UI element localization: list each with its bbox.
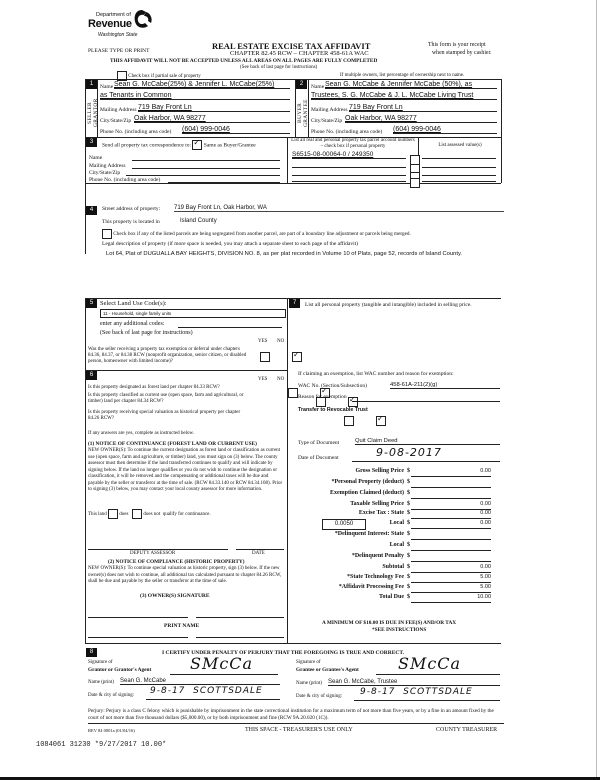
if-yes-note: If any answers are yes, complete as instructed below. (88, 431, 195, 436)
subtotal-row: Subtotal $ 0.00 (290, 564, 500, 574)
delinquent-interest-local-row: Local $ (290, 542, 500, 552)
doc-date-field[interactable]: 9-08-2017 (376, 446, 442, 459)
yes-header: YES (258, 339, 268, 344)
assessed-value-field[interactable] (422, 151, 496, 159)
exemption-claimed-field[interactable] (411, 490, 491, 499)
grantee-name-field[interactable]: Sean G. McCabe, Trustee (328, 679, 500, 686)
grantor-sig-label-1: Signature of (88, 660, 113, 665)
located-label: This property is located in (102, 219, 160, 225)
does-qualify-checkbox[interactable] (108, 509, 118, 519)
grantor-name-field[interactable]: Sean G. McCabe (120, 678, 280, 685)
wac-field[interactable]: 458-61A-211(2)(g) (390, 382, 500, 389)
parcel-row-2 (292, 160, 498, 168)
section-8-tag: 8 (86, 648, 97, 657)
doc-type-label: Type of Document (298, 440, 340, 446)
buyer-name-field-2[interactable]: Trustees, S. G. McCabe & J. L. McCabe Living Trust (311, 92, 497, 100)
treasurer-use-label: THIS SPACE - TREASURER'S USE ONLY (245, 727, 353, 733)
state-technology-fee-row: *State Technology Fee $ 5.00 (290, 574, 500, 584)
does-not-qualify-checkbox[interactable] (132, 509, 142, 519)
grantee-sig-label-2: Grantee or Grantee's Agent (296, 667, 359, 673)
parcel-number-field[interactable]: S6515-08-00064-0 / 249350 (292, 151, 406, 159)
grantor-date-field[interactable]: 9-8-17 SCOTTSDALE (150, 686, 263, 696)
local-rate-field[interactable]: 0.0050 (322, 519, 366, 530)
corr-city-label: City/State/Zip (89, 170, 121, 176)
treasurer-receipt-stamp: 1084061 31230 *9/27/2017 10.00* (36, 741, 167, 749)
personal-property-deduct-row: *Personal Property (deduct) $ (290, 479, 500, 489)
parcel-number-field[interactable] (292, 160, 406, 168)
personal-property-label: List all personal property (tangible and intangible) included in selling price. (305, 302, 472, 308)
certify-statement: I CERTIFY UNDER PENALTY OF PERJURY THAT THE FOREGOING IS TRUE AND CORRECT. (162, 650, 405, 656)
notice-compliance-body: NEW OWNER(S): To continue special valuation as historic property, sign (3) below. If the new owner(s) does not wish to continue, all additional tax calculated pursuant to chapter 84.26 RCW, shall be due and payable by the seller or transferor at the time of sale. (88, 566, 282, 584)
doc-date-label: Date of Document (298, 455, 339, 461)
segregated-checkbox[interactable] (102, 229, 112, 239)
logo-line3: Washington State (98, 32, 138, 38)
form-title: REAL ESTATE EXCISE TAX AFFIDAVIT (212, 41, 371, 51)
delinquent-penalty-field[interactable] (411, 553, 491, 562)
delinquent-interest-state-field[interactable] (411, 531, 491, 540)
county-treasurer-label: COUNTY TREASURER (436, 727, 498, 733)
parcel-row-1 (292, 151, 498, 159)
please-type-note: PLEASE TYPE OR PRINT (88, 48, 150, 54)
total-due-field[interactable]: 10.00 (411, 594, 491, 603)
grantor-date-label: Date & city of signing: (88, 693, 135, 698)
seller-grantor-side-label: SELLER GRANTOR (87, 98, 99, 128)
corr-name-field[interactable] (132, 160, 280, 161)
land-use-title: Select Land Use Code(s): (100, 300, 167, 307)
corr-city-field[interactable] (126, 175, 280, 176)
receipt-note-1: This form is your receipt (428, 42, 486, 48)
grantee-signature-line[interactable] (376, 674, 500, 675)
excise-tax-local-row: Local $ 0.00 (290, 520, 500, 530)
personal-property-deduct-field[interactable] (411, 479, 491, 488)
correspondence-row: Send all property tax correspondence to: ✓ Same as Buyer/Grantee (102, 140, 256, 150)
print-name-label: PRINT NAME (164, 623, 200, 629)
reason-field[interactable]: Transfer to Revocable Trust (298, 407, 368, 413)
section-6-tag: 6 (86, 371, 97, 380)
grantee-date-field[interactable]: 9-8-17 SCOTTSDALE (360, 687, 473, 697)
grantee-date-label: Date & city of signing: (296, 694, 343, 699)
corr-mailing-label: Mailing Address (89, 163, 126, 169)
current-use-no-checkbox[interactable] (348, 397, 358, 407)
land-use-code-select[interactable]: 11 - Household, single family units (100, 309, 286, 318)
exemption-yes-checkbox[interactable] (260, 352, 270, 362)
buyer-city-field[interactable]: Oak Harbor, WA 98277 (345, 115, 497, 123)
exemption-claimed-row: Exemption Claimed (deduct) $ (290, 490, 500, 500)
seller-mailing-field[interactable]: 719 Bay Front Ln (138, 104, 290, 112)
section-5-tag: 5 (86, 299, 97, 308)
historic-yes-checkbox[interactable] (344, 416, 354, 426)
reason-label: Reason for exemption (298, 394, 347, 400)
section-7-tag: 7 (289, 299, 300, 308)
personal-property-checkbox[interactable] (410, 178, 420, 188)
parcel-number-field[interactable] (292, 175, 406, 182)
subtotal-field[interactable]: 0.00 (411, 564, 491, 573)
segregated-checkbox-row[interactable] (102, 229, 411, 239)
exemption-no-checkbox[interactable] (292, 352, 302, 362)
county-value: Island County (180, 218, 217, 224)
forest-yes-checkbox[interactable] (288, 388, 298, 398)
corr-name-label: Name (89, 155, 103, 161)
section-4-tag: 4 (86, 206, 97, 215)
reason-line (352, 401, 500, 402)
legal-description-field[interactable]: Lot 64, Plat of DUGUALLA BAY HEIGHTS, DIVISION NO. 8, as per plat recorded in Volume 10 of Plats, page 52, records of Island County. (106, 251, 463, 257)
grantee-signature: SMcCa (398, 654, 462, 673)
minimum-due-note: A MINIMUM OF $10.00 IS DUE IN FEE(S) AND/OR TAX (322, 620, 457, 626)
street-label: Street address of property: (102, 206, 161, 212)
logo-line2: Revenue (88, 18, 132, 30)
doc-date-line (352, 461, 500, 462)
seller-name-field-1[interactable]: Sean G. McCabe(25%) & Jennifer L. McCabe(25%) (114, 81, 290, 89)
gross-selling-price-field[interactable]: 0.00 (411, 468, 491, 477)
assessed-value-field[interactable] (422, 175, 496, 182)
grantee-sig-label-1: Signature of (296, 660, 321, 665)
assessed-header: List assessed value(s) (438, 143, 482, 148)
taxable-selling-price-field[interactable]: 0.00 (411, 501, 491, 510)
grantor-date-line (146, 699, 280, 700)
same-as-buyer-checkbox[interactable] (192, 140, 202, 150)
land-use-see-back: (See back of last page for instructions) (100, 330, 193, 336)
grantor-signature-line[interactable] (170, 674, 278, 675)
seller-city-field[interactable]: Oak Harbor, WA 98277 (134, 115, 290, 123)
affidavit-processing-fee-field[interactable]: 5.00 (411, 584, 491, 593)
exemption-question: Was the seller receiving a property tax exemption or deferral under chapters 84.36, 84.37, or 84.38 RCW (nonprofit organization, senior citizen, or disabled person, homeowner with limited income)? (88, 347, 247, 364)
deputy-date-label: DATE (252, 551, 265, 556)
delinquent-penalty-row: *Delinquent Penalty $ (290, 553, 500, 563)
current-use-question: Is this property classified as current use (open space, farm and agricultural, or timber) land per chapter 84.34 RCW? (88, 393, 244, 404)
assessed-value-field[interactable] (422, 160, 496, 168)
corr-phone-field[interactable] (168, 182, 280, 183)
additional-codes-field[interactable] (178, 327, 282, 328)
wac-label: WAC No. (Section/Subsection) (298, 383, 367, 389)
notice-compliance-title: (2) NOTICE OF COMPLIANCE (HISTORIC PROPERTY) (108, 559, 245, 565)
owner-signature-label: (3) OWNER(S) SIGNATURE (140, 593, 210, 599)
perjury-notice: Perjury: Perjury is a class C felony which is punishable by imprisonment in the state correctional institution for a maximum term of not more than five years, or by a fine in an amount fixed by the court of not more than five thousand dollars ($5,000.00), or by both imprisonment and fine (RCW 9A.20.020 (1C)). (88, 708, 494, 721)
seller-name-field-2[interactable]: as Tenants in Common (100, 92, 290, 100)
corr-mailing-field[interactable] (132, 168, 280, 169)
logo-line1: Department of (96, 12, 131, 18)
continuance-qualify-row: This land does does not qualify for continuance. (88, 509, 211, 519)
affidavit-processing-fee-row: *Affidavit Processing Fee $ 5.00 (290, 584, 500, 594)
no-header: NO (277, 339, 285, 344)
delinquent-interest-state-row: *Delinquent Interest: State $ (290, 531, 500, 541)
yes-header: YES (258, 377, 268, 382)
total-due-row: Total Due $ 10.00 (290, 594, 500, 604)
street-address-field[interactable]: 719 Bay Front Ln, Oak Harbor, WA (174, 205, 504, 212)
multiple-owners-note: If multiple owners, list percentage of ownership next to name. (340, 73, 465, 78)
taxable-selling-price-row: Taxable Selling Price $ 0.00 (290, 501, 500, 511)
grantor-name-label: Name (print) (88, 680, 114, 685)
dor-logo (88, 8, 158, 44)
forest-land-question: Is this property designated as forest land per chapter 84.33 RCW? (88, 385, 220, 390)
form-subtitle: CHAPTER 82.45 RCW – CHAPTER 458-61A WAC (230, 50, 369, 57)
notice-continuance-body: NEW OWNER(S): To continue the current designation as forest land or classification as current use (open space, farm and agriculture, or timber) land, you must sign on (3) below. The county assessor must then determine if the land transferred continues to qualify and will indicate by signing below. If the land no longer qualifies or you do not wish to continue the designation or classification, it will be removed and the compensating or additional taxes will be due and payable by the seller or transferor at the time of sale. (RCW 84.33.140 or RCW 84.34.108). Prior to signing (3) below, you may contact your local county assessor for more information. (88, 448, 283, 492)
deputy-assessor-label: DEPUTY ASSESSOR (130, 551, 176, 556)
form-warning: THIS AFFIDAVIT WILL NOT BE ACCEPTED UNLESS ALL AREAS ON ALL PAGES ARE FULLY COMPLETED (110, 58, 378, 64)
state-technology-fee-field[interactable]: 5.00 (411, 574, 491, 583)
parcel-header: List all real and personal property tax parcel account numbers – check box if personal property (291, 138, 415, 149)
legal-description-label: Legal description of property (if more space is needed, you may attach a separate sheet to each page of the affidavit) (102, 241, 358, 247)
historic-question: Is this property receiving special valuation as historical property per chapter 84.26 RCW? (88, 410, 241, 421)
see-back-note: (See back of last page for instructions) (240, 65, 318, 70)
exemption-intro: If claiming an exemption, list WAC number and reason for exemption: (298, 371, 454, 377)
excise-tax-local-field[interactable]: 0.00 (411, 520, 491, 529)
no-header: NO (277, 377, 285, 382)
receipt-note-2: when stamped by cashier. (432, 50, 492, 56)
section-2-tag: 2 (296, 80, 307, 89)
corr-phone-label: Phone No. (including area code) (89, 177, 161, 183)
doc-type-field[interactable]: Quit Claim Deed (355, 438, 500, 445)
section-1-tag: 1 (86, 80, 97, 89)
excise-tax-state-field[interactable]: 0.00 (411, 510, 491, 519)
dor-swirl-logo-icon (132, 8, 152, 30)
excise-tax-state-row: Excise Tax : State $ 0.00 (290, 510, 500, 520)
grantor-signature: SMcCa (190, 654, 254, 673)
delinquent-interest-local-field[interactable] (411, 542, 491, 551)
buyer-mailing-field[interactable]: 719 Bay Front Ln (349, 104, 497, 112)
partial-sale-label: Check box if partial sale of property (128, 74, 201, 80)
scan-edge (596, 0, 597, 780)
see-instructions-note: *SEE INSTRUCTIONS (372, 627, 427, 633)
segregated-label: Check box if any of the listed parcels are being segregated from another parcel, are part of a boundary line adjustment or parcels being merged. (113, 231, 411, 238)
historic-no-checkbox[interactable] (376, 416, 386, 426)
grantee-name-label: Name (print) (296, 681, 322, 686)
notice-continuance-title: (1) NOTICE OF CONTINUANCE (FOREST LAND OR CURRENT USE) (88, 441, 257, 447)
section-3-tag: 3 (86, 138, 97, 147)
parcel-row-4 (292, 175, 498, 183)
additional-codes-label: enter any additional codes: (100, 321, 165, 327)
buyer-grantee-side-label: BUYER GRANTEE (297, 99, 309, 127)
buyer-name-field-1[interactable]: Sean G. McCabe & Jennifer McCabe (50%), as (325, 81, 497, 89)
grantor-sig-label-2: Grantor or Grantor's Agent (88, 667, 152, 673)
grantee-date-line (354, 700, 500, 701)
seller-phone-field[interactable]: (604) 999-0046 (182, 126, 290, 134)
form-revision: REV 84 0001a (01/04/16) (88, 728, 135, 733)
buyer-phone-field[interactable]: (604) 999-0046 (393, 126, 497, 134)
gross-selling-price-row: Gross Selling Price $ 0.00 (290, 468, 500, 478)
